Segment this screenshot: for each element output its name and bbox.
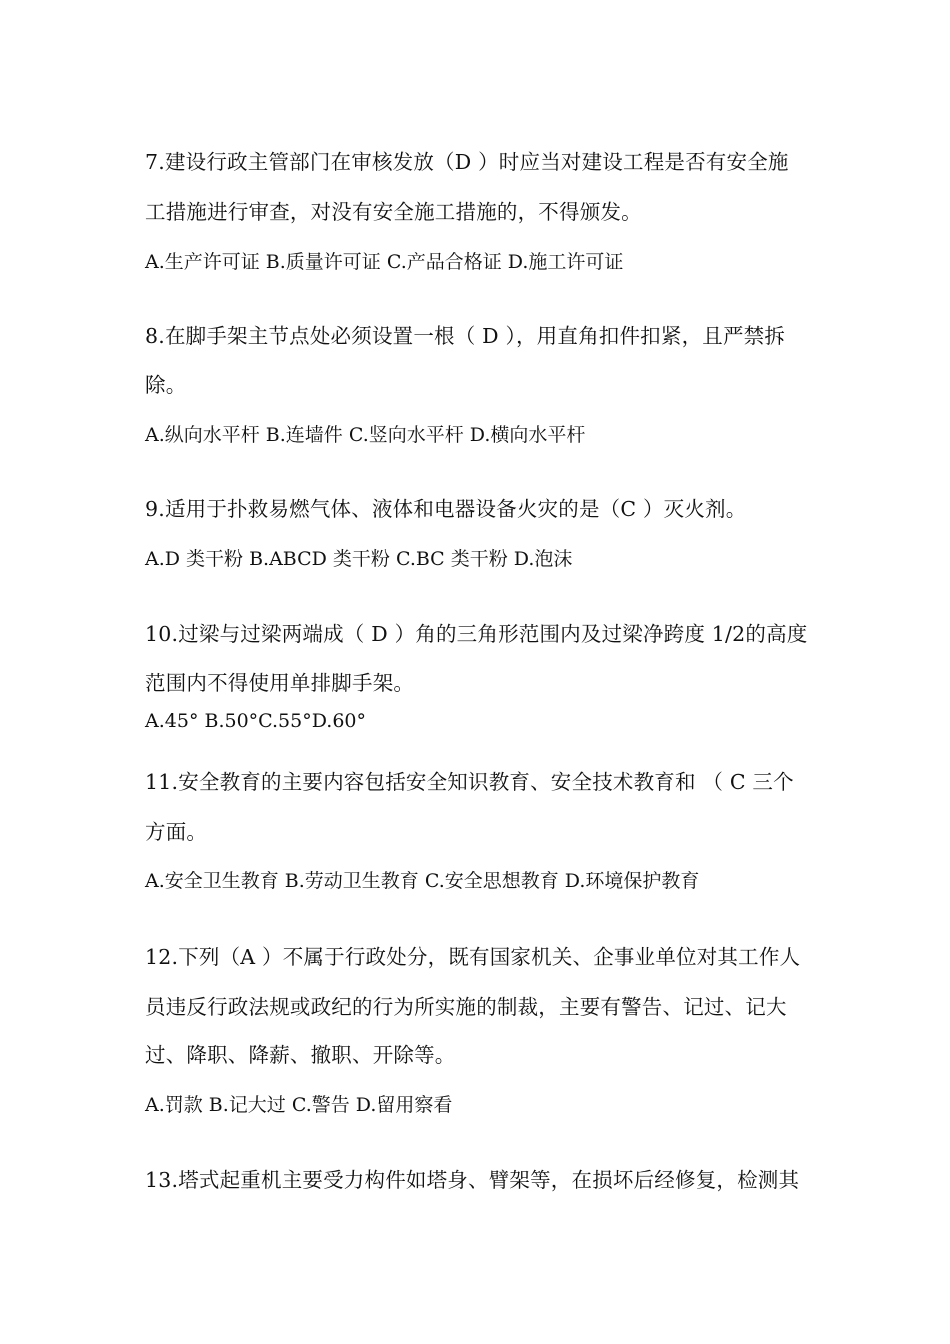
- question-13-line-1: 13.塔式起重机主要受力构件如塔身、臂架等，在损坏后经修复，检测其: [145, 1168, 800, 1192]
- question-9-line-1: 9.适用于扑救易燃气体、液体和电器设备火灾的是（C ）灭火剂。: [145, 497, 747, 521]
- question-9-options: A.D 类干粉 B.ABCD 类干粉 C.BC 类干粉 D.泡沫: [145, 548, 573, 570]
- question-12-line-1: 12.下列（A ）不属于行政处分，既有国家机关、企事业单位对其工作人: [145, 945, 801, 969]
- question-7-line-2: 工措施进行审查，对没有安全施工措施的，不得颁发。: [145, 200, 642, 224]
- question-11-options: A.安全卫生教育 B.劳动卫生教育 C.安全思想教育 D.环境保护教育: [145, 870, 700, 892]
- question-8-line-1: 8.在脚手架主节点处必须设置一根（ D ），用直角扣件扣紧，且严禁拆: [145, 324, 786, 348]
- question-8-line-2: 除。: [145, 373, 187, 397]
- question-11-line-1: 11.安全教育的主要内容包括安全知识教育、安全技术教育和 （ C 三个: [145, 770, 794, 794]
- question-10-options: A.45° B.50°C.55°D.60°: [145, 710, 367, 732]
- question-12-line-2: 员违反行政法规或政纪的行为所实施的制裁，主要有警告、记过、记大: [145, 995, 787, 1019]
- question-12-line-3: 过、降职、降薪、撤职、开除等。: [145, 1043, 456, 1067]
- question-10-line-2: 范围内不得使用单排脚手架。: [145, 671, 415, 695]
- question-8-options: A.纵向水平杆 B.连墙件 C.竖向水平杆 D.横向水平杆: [145, 424, 586, 446]
- question-12-options: A.罚款 B.记大过 C.警告 D.留用察看: [145, 1094, 453, 1116]
- question-7-line-1: 7.建设行政主管部门在审核发放（D ）时应当对建设工程是否有安全施: [145, 150, 789, 174]
- question-7-options: A.生产许可证 B.质量许可证 C.产品合格证 D.施工许可证: [145, 251, 624, 273]
- question-10-line-1: 10.过梁与过梁两端成（ D ）角的三角形范围内及过梁净跨度 1/2的高度: [145, 622, 808, 646]
- question-11-line-2: 方面。: [145, 820, 208, 844]
